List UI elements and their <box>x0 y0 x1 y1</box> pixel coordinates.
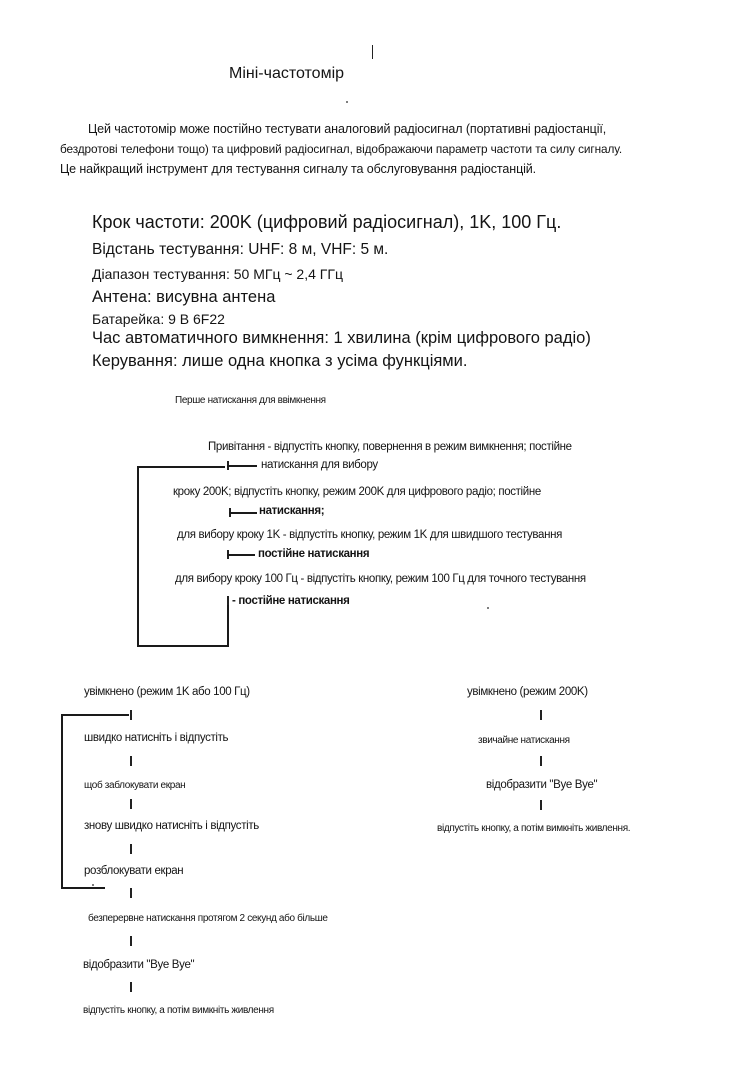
tick-mark <box>130 710 132 720</box>
loop-line-right <box>227 605 229 647</box>
left-step-unlock: розблокувати екран <box>84 865 184 877</box>
tick-mark <box>227 596 229 605</box>
right-step-bye: відобразити "Bye Bye" <box>486 779 598 791</box>
loop-line-bottom <box>61 887 105 889</box>
intro-line-1: Цей частотомір може постійно тестувати аналоговий радіосигнал (портативні радіостанції, <box>88 122 607 136</box>
first-press-label: Перше натискання для ввімкнення <box>175 395 326 406</box>
spec-control: Керування: лише одна кнопка з усіма функціями. <box>92 352 468 370</box>
connector-line <box>229 512 257 514</box>
flow-top-line-7: для вибору кроку 100 Гц - відпустіть кнопку, режим 100 Гц для точного тестування <box>175 573 586 585</box>
tick-mark <box>130 888 132 898</box>
left-step-on: увімкнено (режим 1K або 100 Гц) <box>84 686 250 698</box>
loop-line-left <box>61 714 63 888</box>
tick-mark <box>130 799 132 809</box>
spec-test-distance: Відстань тестування: UHF: 8 м, VHF: 5 м. <box>92 241 389 258</box>
right-step-normal-press: звичайне натискання <box>478 735 570 746</box>
left-step-quick-press-again: знову швидко натисніть і відпустіть <box>84 820 259 832</box>
spec-battery: Батарейка: 9 В 6F22 <box>92 311 225 327</box>
right-step-power-off: відпустіть кнопку, а потім вимкніть живлення. <box>437 823 631 834</box>
loop-line-left <box>137 466 139 646</box>
left-step-power-off: відпустіть кнопку, а потім вимкніть живлення <box>83 1005 274 1016</box>
tick-mark <box>130 982 132 992</box>
scan-speck <box>487 607 489 609</box>
connector-line <box>227 465 257 467</box>
left-step-hold: безперервне натискання протягом 2 секунд або більше <box>88 913 328 924</box>
scan-speck <box>372 45 373 59</box>
loop-line-bottom <box>137 645 229 647</box>
flow-top-line-4: натискання; <box>259 505 325 517</box>
loop-line-top <box>137 466 225 468</box>
spec-frequency-step: Крок частоти: 200K (цифровий радіосигнал), 1K, 100 Гц. <box>92 212 562 232</box>
left-step-bye: відобразити "Bye Bye" <box>83 959 195 971</box>
tick-mark <box>540 710 542 720</box>
flow-top-line-1: Привітання - відпустіть кнопку, повернення в режим вимкнення; постійне <box>208 441 572 453</box>
tick-mark <box>540 756 542 766</box>
tick-mark <box>130 756 132 766</box>
intro-line-2: бездротові телефони тощо) та цифровий радіосигнал, відображаючи параметр частоти та силу сигналу. <box>60 142 623 156</box>
page-title: Міні-частотомір <box>229 65 345 82</box>
flow-top-line-2: натискання для вибору <box>261 459 378 471</box>
right-step-on: увімкнено (режим 200K) <box>467 686 588 698</box>
tick-mark <box>540 800 542 810</box>
spec-test-range: Діапазон тестування: 50 МГц ~ 2,4 ГГц <box>92 266 343 282</box>
left-step-quick-press: швидко натисніть і відпустіть <box>84 732 229 744</box>
scan-speck <box>346 101 348 103</box>
connector-line <box>61 714 129 716</box>
tick-mark <box>130 844 132 854</box>
flow-top-line-3: кроку 200K; відпустіть кнопку, режим 200K для цифрового радіо; постійне <box>173 486 541 498</box>
scan-speck <box>92 884 94 886</box>
intro-line-3: Це найкращий інструмент для тестування сигналу та обслуговування радіостанцій. <box>60 162 537 176</box>
flow-top-line-5: для вибору кроку 1K - відпустіть кнопку, режим 1K для швидшого тестування <box>177 529 562 541</box>
connector-line <box>227 554 255 556</box>
flow-top-line-8: - постійне натискання <box>232 595 350 607</box>
spec-auto-off: Час автоматичного вимкнення: 1 хвилина (крім цифрового радіо) <box>92 329 591 347</box>
left-step-lock: щоб заблокувати екран <box>84 780 186 791</box>
flow-top-line-6: постійне натискання <box>258 548 370 560</box>
spec-antenna: Антена: висувна антена <box>92 288 276 306</box>
tick-mark <box>130 936 132 946</box>
